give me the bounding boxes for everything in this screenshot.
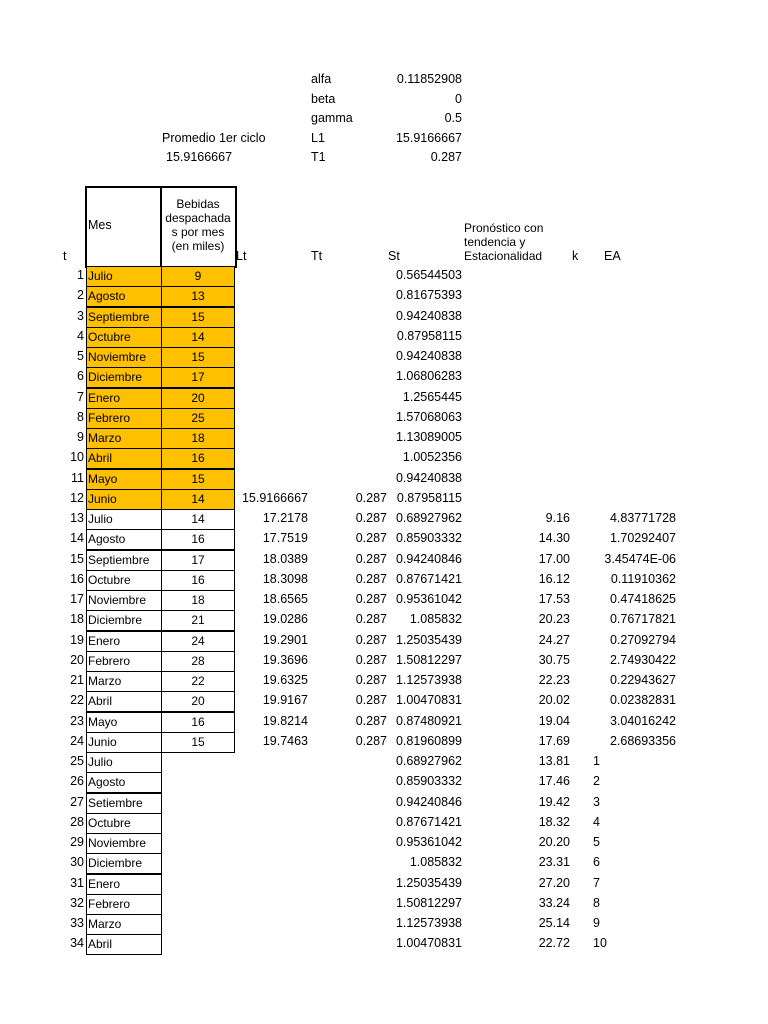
cell-st[interactable]: 0.94240838 <box>395 349 462 363</box>
header-tt: Tt <box>311 249 323 263</box>
cell-pronostico[interactable]: 30.75 <box>538 652 570 667</box>
cell-bebidas[interactable]: 15 <box>161 732 235 753</box>
cell-ea[interactable]: 0.11910362 <box>610 571 676 586</box>
cell-st[interactable]: 0.94240838 <box>395 308 462 323</box>
cell-lt[interactable]: 18.3098 <box>262 571 308 586</box>
cell-t: 16 <box>70 571 84 586</box>
cell-t: 29 <box>70 835 84 849</box>
cell-st[interactable]: 1.00470831 <box>395 936 462 951</box>
cell-t: 25 <box>70 754 84 768</box>
cell-st[interactable]: 0.95361042 <box>395 592 462 606</box>
cell-t: 18 <box>70 612 84 627</box>
cell-t: 11 <box>71 470 84 485</box>
cell-lt[interactable]: 15.9166667 <box>241 490 308 505</box>
header-pronostico: Pronóstico con tendencia y Estacionalidad <box>464 221 544 263</box>
cell-st[interactable]: 0.87958115 <box>396 328 462 343</box>
cell-tt[interactable]: 0.287 <box>355 571 387 586</box>
cell-pronostico[interactable]: 19.42 <box>538 794 570 809</box>
cell-bebidas[interactable]: 28 <box>161 651 235 672</box>
cell-k[interactable]: 5 <box>593 835 600 849</box>
cell-lt[interactable]: 19.9167 <box>262 693 308 708</box>
param-label-l1: L1 <box>311 131 325 145</box>
cell-t: 31 <box>70 875 84 890</box>
cell-pronostico[interactable]: 13.81 <box>538 754 570 768</box>
cell-bebidas[interactable]: 16 <box>161 448 235 469</box>
cell-t: 12 <box>70 490 84 505</box>
cell-pronostico[interactable]: 20.23 <box>538 612 570 627</box>
cell-k[interactable]: 6 <box>593 855 600 870</box>
cell-pronostico[interactable]: 9.16 <box>545 511 570 525</box>
cell-mes[interactable]: Octubre <box>86 327 162 348</box>
cell-mes[interactable]: Setiembre <box>86 793 162 814</box>
cell-t: 23 <box>70 713 84 728</box>
cell-bebidas[interactable]: 18 <box>161 428 235 449</box>
cell-ea[interactable]: 2.68693356 <box>609 733 676 748</box>
cell-pronostico[interactable]: 17.53 <box>538 592 570 606</box>
cell-st[interactable]: 0.56544503 <box>395 268 462 282</box>
cell-tt[interactable]: 0.287 <box>355 592 387 606</box>
cell-mes[interactable]: Diciembre <box>86 853 162 874</box>
cell-mes[interactable]: Julio <box>86 266 162 287</box>
cell-bebidas[interactable]: 15 <box>161 469 235 490</box>
cell-bebidas[interactable]: 20 <box>161 691 235 712</box>
cell-mes[interactable]: Febrero <box>86 894 162 915</box>
cell-tt[interactable]: 0.287 <box>355 490 387 505</box>
cell-k[interactable]: 8 <box>593 895 600 910</box>
cell-bebidas[interactable]: 18 <box>161 590 235 611</box>
cell-bebidas[interactable]: 21 <box>161 610 235 631</box>
cell-t: 6 <box>77 369 84 384</box>
cell-tt[interactable]: 0.287 <box>355 733 387 748</box>
cell-tt[interactable]: 0.287 <box>355 673 387 687</box>
cell-tt[interactable]: 0.287 <box>355 713 387 728</box>
cell-t: 14 <box>70 531 84 546</box>
cell-bebidas[interactable]: 9 <box>161 266 235 287</box>
cell-pronostico[interactable]: 33.24 <box>538 895 570 910</box>
cell-mes[interactable]: Julio <box>86 752 162 773</box>
cell-bebidas[interactable]: 16 <box>161 529 235 550</box>
cell-k[interactable]: 2 <box>593 774 600 789</box>
cell-tt[interactable]: 0.287 <box>355 511 387 525</box>
cell-st[interactable]: 1.0052356 <box>402 450 462 465</box>
cell-mes[interactable]: Abril <box>86 691 162 712</box>
cell-bebidas[interactable]: 16 <box>161 570 235 591</box>
cell-t: 30 <box>70 855 84 870</box>
cell-t: 17 <box>70 592 84 606</box>
cell-st[interactable]: 0.87671421 <box>395 814 462 829</box>
cell-st[interactable]: 0.94240846 <box>395 551 462 566</box>
cell-mes[interactable]: Marzo <box>86 671 162 692</box>
cell-ea[interactable]: 0.76717821 <box>609 612 676 627</box>
header-k: k <box>572 249 579 263</box>
cell-mes[interactable]: Agosto <box>86 286 162 307</box>
cell-mes[interactable]: Octubre <box>86 570 162 591</box>
cell-t: 24 <box>70 733 84 748</box>
cell-t: 13 <box>70 511 84 525</box>
cell-mes[interactable]: Enero <box>86 874 162 895</box>
cell-t: 21 <box>70 673 84 687</box>
param-value-beta[interactable]: 0 <box>455 92 462 106</box>
cell-bebidas[interactable]: 14 <box>161 509 235 530</box>
header-bebidas: Bebidas despachada s por mes (en miles) <box>165 197 231 253</box>
cell-lt[interactable]: 18.6565 <box>262 592 308 606</box>
cell-pronostico[interactable]: 24.27 <box>538 632 570 647</box>
cell-mes[interactable]: Febrero <box>86 651 162 672</box>
cell-t: 34 <box>70 936 84 951</box>
cell-ea[interactable]: 4.83771728 <box>609 511 676 525</box>
cell-k[interactable]: 9 <box>593 916 600 930</box>
cell-st[interactable]: 0.85903332 <box>395 774 462 789</box>
cell-t: 1 <box>77 268 84 282</box>
cell-st[interactable]: 0.81960899 <box>395 733 462 748</box>
cell-pronostico[interactable]: 17.00 <box>538 551 570 566</box>
cell-ea[interactable]: 0.22943627 <box>609 673 676 687</box>
cell-st[interactable]: 1.12573938 <box>395 916 462 930</box>
param-value-t1[interactable]: 0.287 <box>430 150 462 164</box>
promedio-label: Promedio 1er ciclo <box>162 131 266 145</box>
cell-mes[interactable]: Enero <box>86 631 162 652</box>
cell-mes[interactable]: Julio <box>86 509 162 530</box>
param-label-gamma: gamma <box>311 111 353 125</box>
cell-bebidas[interactable]: 14 <box>161 327 235 348</box>
cell-t: 2 <box>77 288 84 303</box>
cell-st[interactable]: 0.81675393 <box>395 288 462 303</box>
cell-st[interactable]: 1.2565445 <box>402 389 462 404</box>
cell-t: 3 <box>77 308 84 323</box>
cell-t: 19 <box>70 632 84 647</box>
cell-t: 22 <box>70 693 84 708</box>
cell-ea[interactable]: 3.04016242 <box>609 713 676 728</box>
cell-lt[interactable]: 17.7519 <box>262 531 308 546</box>
cell-bebidas[interactable]: 15 <box>161 307 235 328</box>
param-value-l1[interactable]: 15.9166667 <box>395 131 462 145</box>
cell-st[interactable]: 0.94240846 <box>395 794 462 809</box>
param-label-t1: T1 <box>311 150 326 164</box>
param-value-gamma[interactable]: 0.5 <box>444 111 462 125</box>
cell-st[interactable]: 0.87480921 <box>395 713 462 728</box>
cell-st[interactable]: 1.25035439 <box>395 632 462 647</box>
cell-ea[interactable]: 2.74930422 <box>609 652 676 667</box>
cell-t: 8 <box>77 409 84 424</box>
cell-bebidas[interactable]: 16 <box>161 712 235 733</box>
cell-st[interactable]: 0.85903332 <box>395 531 462 546</box>
cell-bebidas[interactable]: 15 <box>161 347 235 368</box>
param-label-alfa: alfa <box>311 72 332 86</box>
cell-tt[interactable]: 0.287 <box>355 531 387 546</box>
cell-ea[interactable]: 0.27092794 <box>609 632 676 647</box>
cell-bebidas[interactable]: 24 <box>161 631 235 652</box>
promedio-value[interactable]: 15.9166667 <box>166 150 233 164</box>
cell-mes[interactable]: Noviembre <box>86 833 162 854</box>
cell-bebidas[interactable]: 22 <box>161 671 235 692</box>
cell-t: 7 <box>77 389 84 404</box>
cell-st[interactable]: 1.06806283 <box>395 369 462 384</box>
cell-pronostico[interactable]: 17.69 <box>538 733 570 748</box>
cell-st[interactable]: 0.87958115 <box>396 490 462 505</box>
cell-st[interactable]: 1.50812297 <box>395 652 462 667</box>
cell-pronostico[interactable]: 19.04 <box>538 713 570 728</box>
cell-st[interactable]: 1.25035439 <box>395 875 462 890</box>
cell-mes[interactable]: Septiembre <box>86 307 162 328</box>
cell-pronostico[interactable]: 22.23 <box>538 673 570 687</box>
cell-st[interactable]: 0.95361042 <box>395 835 462 849</box>
cell-pronostico[interactable]: 20.20 <box>538 835 570 849</box>
cell-mes[interactable]: Noviembre <box>86 590 162 611</box>
cell-lt[interactable]: 18.0389 <box>262 551 308 566</box>
cell-mes[interactable]: Agosto <box>86 529 162 550</box>
cell-mes[interactable]: Mayo <box>86 712 162 733</box>
cell-mes[interactable]: Marzo <box>86 428 162 449</box>
cell-mes[interactable]: Abril <box>86 448 162 469</box>
param-value-alfa[interactable]: 0.11852908 <box>396 72 462 86</box>
cell-st[interactable]: 1.57068063 <box>395 409 462 424</box>
cell-mes[interactable]: Marzo <box>86 914 162 935</box>
cell-mes[interactable]: Agosto <box>86 772 162 793</box>
cell-mes[interactable]: Noviembre <box>86 347 162 368</box>
cell-st[interactable]: 1.085832 <box>409 855 462 870</box>
cell-tt[interactable]: 0.287 <box>355 612 387 627</box>
cell-lt[interactable]: 19.8214 <box>262 713 308 728</box>
cell-lt[interactable]: 19.6325 <box>262 673 308 687</box>
cell-bebidas[interactable]: 17 <box>161 367 235 388</box>
cell-pronostico[interactable]: 22.72 <box>538 936 570 951</box>
cell-pronostico[interactable]: 23.31 <box>538 855 570 870</box>
cell-mes[interactable]: Mayo <box>86 469 162 490</box>
cell-bebidas[interactable]: 20 <box>161 388 235 409</box>
cell-k[interactable]: 10 <box>593 936 607 951</box>
cell-st[interactable]: 1.13089005 <box>395 430 462 444</box>
cell-ea[interactable]: 1.70292407 <box>609 531 676 546</box>
cell-mes[interactable]: Junio <box>86 732 162 753</box>
cell-st[interactable]: 1.085832 <box>409 612 462 627</box>
cell-bebidas[interactable]: 13 <box>161 286 235 307</box>
cell-ea[interactable]: 0.47418625 <box>609 592 676 606</box>
cell-ea[interactable]: 3.45474E-06 <box>604 551 676 566</box>
cell-mes[interactable]: Diciembre <box>86 367 162 388</box>
cell-ea[interactable]: 0.02382831 <box>609 693 676 708</box>
header-t: t <box>63 249 67 263</box>
cell-lt[interactable]: 19.2901 <box>262 632 308 647</box>
cell-pronostico[interactable]: 25.14 <box>538 916 570 930</box>
cell-pronostico[interactable]: 14.30 <box>538 531 570 546</box>
cell-bebidas[interactable]: 14 <box>161 489 235 510</box>
cell-lt[interactable]: 17.2178 <box>262 511 308 525</box>
cell-lt[interactable]: 19.7463 <box>262 733 308 748</box>
cell-mes[interactable]: Septiembre <box>86 550 162 571</box>
cell-pronostico[interactable]: 18.32 <box>538 814 570 829</box>
header-lt: Lt <box>236 249 247 263</box>
cell-t: 4 <box>77 328 84 343</box>
cell-pronostico[interactable]: 17.46 <box>538 774 570 789</box>
cell-k[interactable]: 3 <box>593 794 600 809</box>
header-mes: Mes <box>88 218 112 232</box>
cell-pronostico[interactable]: 20.02 <box>538 693 570 708</box>
cell-t: 26 <box>70 774 84 789</box>
cell-st[interactable]: 1.12573938 <box>395 673 462 687</box>
cell-k[interactable]: 1 <box>593 754 600 768</box>
cell-st[interactable]: 0.68927962 <box>395 511 462 525</box>
header-st: St <box>388 249 400 263</box>
cell-pronostico[interactable]: 27.20 <box>538 875 570 890</box>
cell-bebidas[interactable]: 25 <box>161 408 235 429</box>
param-label-beta: beta <box>311 92 336 106</box>
cell-t: 33 <box>70 916 84 930</box>
cell-tt[interactable]: 0.287 <box>355 632 387 647</box>
cell-k[interactable]: 4 <box>593 814 600 829</box>
cell-t: 9 <box>77 430 84 444</box>
cell-t: 10 <box>70 450 84 465</box>
cell-bebidas[interactable]: 17 <box>161 550 235 571</box>
cell-pronostico[interactable]: 16.12 <box>538 571 570 586</box>
cell-t: 27 <box>70 794 84 809</box>
cell-mes[interactable]: Febrero <box>86 408 162 429</box>
cell-mes[interactable]: Diciembre <box>86 610 162 631</box>
cell-lt[interactable]: 19.3696 <box>262 652 308 667</box>
cell-st[interactable]: 0.94240838 <box>395 470 462 485</box>
cell-mes[interactable]: Octubre <box>86 813 162 834</box>
cell-t: 20 <box>70 652 84 667</box>
cell-tt[interactable]: 0.287 <box>355 551 387 566</box>
cell-mes[interactable]: Enero <box>86 388 162 409</box>
header-ea: EA <box>604 249 621 263</box>
cell-mes[interactable]: Abril <box>86 934 162 955</box>
cell-t: 28 <box>70 814 84 829</box>
cell-st[interactable]: 0.68927962 <box>395 754 462 768</box>
cell-mes[interactable]: Junio <box>86 489 162 510</box>
cell-st[interactable]: 1.50812297 <box>395 895 462 910</box>
cell-st[interactable]: 1.00470831 <box>395 693 462 708</box>
cell-t: 32 <box>70 895 84 910</box>
cell-tt[interactable]: 0.287 <box>355 652 387 667</box>
cell-t: 15 <box>70 551 84 566</box>
cell-lt[interactable]: 19.0286 <box>262 612 308 627</box>
cell-k[interactable]: 7 <box>593 875 600 890</box>
cell-t: 5 <box>77 349 84 363</box>
cell-tt[interactable]: 0.287 <box>355 693 387 708</box>
cell-st[interactable]: 0.87671421 <box>395 571 462 586</box>
